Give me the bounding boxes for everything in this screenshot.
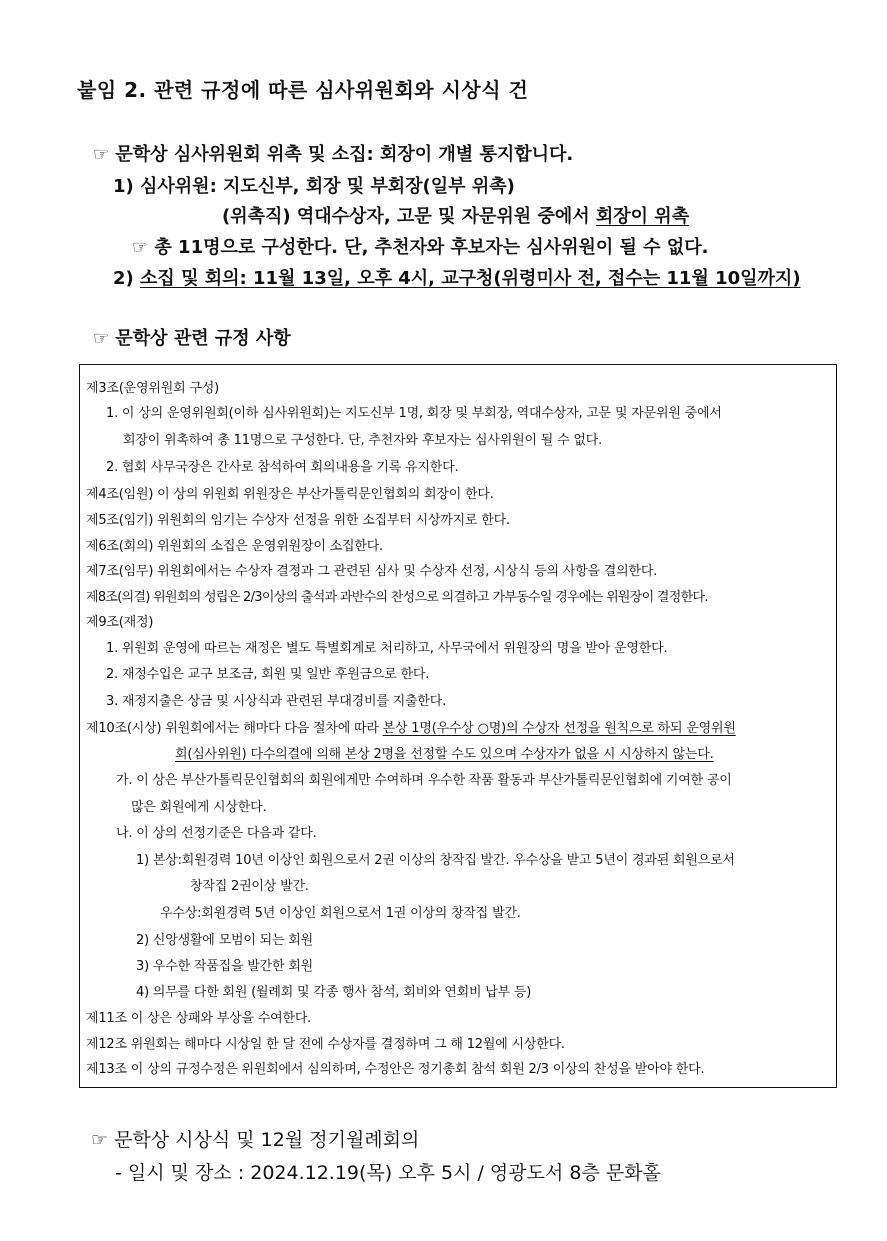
rule-line: 제3조(운영위원회 구성) [86, 381, 219, 396]
rule-line: 제8조(의결) 위원회의 성립은 2/3이상의 출석과 과반수의 찬성으로 의결하고 가부동수일 경우에는 위원장이 결정한다. [86, 590, 708, 605]
rules-heading: ☞ 문학상 관련 규정 사항 [93, 328, 291, 349]
rule-line: 회장이 위촉하여 총 11명으로 구성한다. 단, 추천자와 후보자는 심사위원이 될 수 없다. [123, 433, 603, 448]
rule-line: 4) 의무를 다한 회원 (월례회 및 각종 행사 참석, 회비와 연회비 납부 등) [136, 985, 532, 1000]
committee-item-2-text: 소집 및 회의: 11월 13일, 오후 4시, 교구청(위령미사 전, 접수는 11월 10일까지) [140, 268, 801, 289]
rule-line: 회(심사위원) 다수의결에 의해 본상 2명을 선정할 수도 있으며 수상자가 없을 시 시상하지 않는다. [175, 747, 714, 762]
rule-line: 2. 재정수입은 교구 보조금, 회원 및 일반 후원금으로 한다. [106, 667, 430, 682]
rule-line: 많은 회원에게 시상한다. [131, 800, 267, 815]
rule-line: 1. 이 상의 운영위원회(이하 심사위원회)는 지도신부 1명, 회장 및 부회장, 역대수상자, 고문 및 자문위원 중에서 [106, 406, 722, 421]
rule-line: 나. 이 상의 선정기준은 다음과 같다. [116, 826, 317, 841]
rule-line: 1) 본상:회원경력 10년 이상인 회원으로서 2권 이상의 창작집 발간. 우수상을 받고 5년이 경과된 회원으로서 [136, 853, 735, 868]
committee-item-2 [113, 264, 801, 290]
committee-item-1: 1) 심사위원: 지도신부, 회장 및 부회장(일부 위촉) [113, 176, 515, 197]
ceremony-detail: - 일시 및 장소 : 2024.12.19(목) 오후 5시 / 영광도서 8층 문화홀 [115, 1162, 661, 1184]
rule-line: 제5조(임기) 위원회의 임기는 수상자 선정을 위한 소집부터 시상까지로 한다. [86, 513, 510, 528]
rule-line: 우수상:회원경력 5년 이상인 회원으로서 1권 이상의 창작집 발간. [160, 906, 521, 921]
ceremony-heading: ☞ 문학상 시상식 및 12월 정기월례회의 [91, 1129, 420, 1151]
committee-item-1-underlined: 회장이 위촉 [595, 206, 690, 227]
rule-line: 창작집 2권이상 발간. [190, 879, 309, 894]
rule-line: 제7조(임무) 위원회에서는 수상자 결정과 그 관련된 심사 및 수상자 선정, 시상식 등의 사항을 결의한다. [86, 564, 658, 579]
rule-line: 제9조(재정) [86, 615, 154, 630]
rule-line: 제12조 위원회는 해마다 시상일 한 달 전에 수상자를 결정하며 그 해 12월에 시상한다. [86, 1037, 565, 1052]
committee-item-1-second [222, 202, 689, 228]
rule-line-article-10 [86, 717, 736, 736]
rule-line: 2. 협회 사무국장은 간사로 참석하여 회의내용을 기록 유지한다. [106, 460, 459, 475]
rule-line: 제4조(임원) 이 상의 위원회 위원장은 부산가톨릭문인협회의 회장이 한다. [86, 487, 494, 502]
committee-item-2-number: 2) [113, 268, 141, 289]
committee-note: ☞ 총 11명으로 구성한다. 단, 추천자와 후보자는 심사위원이 될 수 없다. [132, 237, 709, 258]
rule-line: 제13조 이 상의 규정수정은 위원회에서 심의하며, 수정안은 정기총회 참석 회원 2/3 이상의 찬성을 받아야 한다. [86, 1062, 705, 1077]
rule-line: 제6조(회의) 위원회의 소집은 운영위원장이 소집한다. [86, 539, 383, 554]
rule-line: 제11조 이 상은 상패와 부상을 수여한다. [86, 1011, 312, 1026]
rule-line: 1. 위원회 운영에 따르는 재정은 별도 특별회계로 처리하고, 사무국에서 위원장의 명을 받아 운영한다. [106, 641, 668, 656]
document-title: 붙임 2. 관련 규정에 따른 심사위원회와 시상식 건 [77, 78, 529, 102]
committee-item-1-second-text: (위촉직) 역대수상자, 고문 및 자문위원 중에서 [222, 206, 596, 227]
rule-line: 2) 신앙생활에 모범이 되는 회원 [136, 933, 313, 948]
rule-article-10-underlined: 본상 1명(우수상 ○명)의 수상자 선정을 원칙으로 하되 운영위원 [382, 721, 736, 736]
rule-line: 3. 재정지출은 상금 및 시상식과 관련된 부대경비를 지출한다. [106, 694, 447, 709]
rule-article-10-prefix: 제10조(시상) 위원회에서는 해마다 다음 절차에 따라 [86, 721, 383, 736]
rule-line: 가. 이 상은 부산가톨릭문인협회의 회원에게만 수여하며 우수한 작품 활동과 부산가톨릭문인협회에 기여한 공이 [116, 773, 732, 788]
committee-heading: ☞ 문학상 심사위원회 위촉 및 소집: 회장이 개별 통지합니다. [93, 144, 574, 165]
rule-line: 3) 우수한 작품집을 발간한 회원 [136, 959, 313, 974]
